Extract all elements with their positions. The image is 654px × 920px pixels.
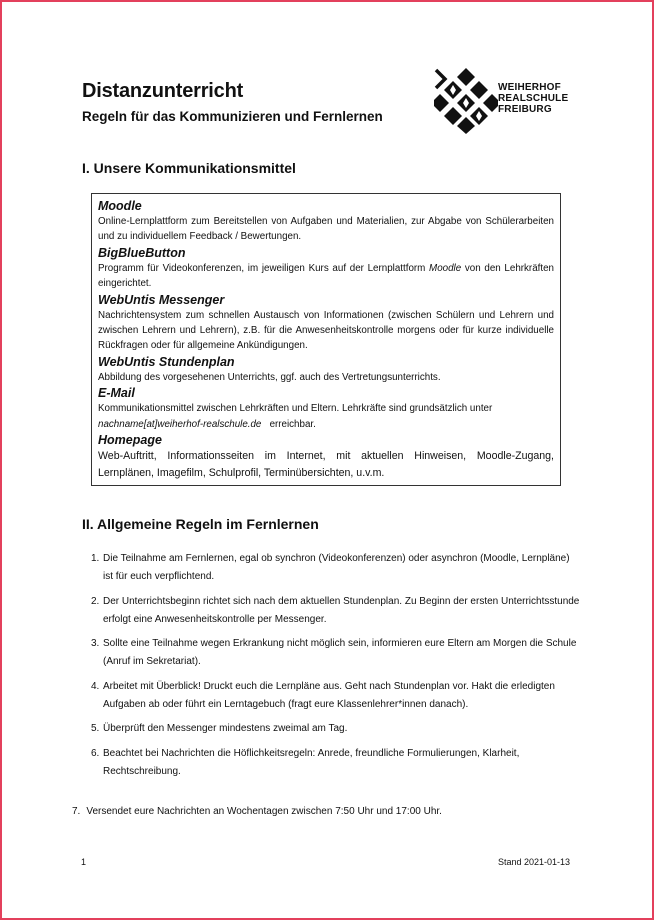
communication-tools-box (91, 193, 561, 486)
entry-title-webuntis-messenger: WebUntis Messenger (98, 292, 225, 307)
list-item: 7. Versendet eure Nachrichten an Wochentagen zwischen 7:50 Uhr und 17:00 Uhr. (72, 806, 442, 817)
logo-text (498, 82, 568, 115)
logo-line: FREIBURG (498, 104, 552, 115)
chevron-right-icon (434, 68, 448, 90)
list-item: 1. Die Teilnahme am Fernlernen, egal ob synchron (Videokonferenzen) oder asynchron (Moodle, Lernpläne) ist für euch verpflichtend. (91, 553, 570, 582)
entry-text-homepage: Web-Auftritt, Informationsseiten im Internet, mit aktuellen Hinweisen, Moodle-Zugang, Lernplänen, Imagefilm, Schulprofil, Terminübersichten, u.v.m. (98, 450, 554, 480)
entry-title-moodle: Moodle (98, 199, 142, 213)
entry-text-email: Kommunikationsmittel zwischen Lehrkräften und Eltern. Lehrkräfte sind grundsätzlich unter nachname[at]weiherhof-realschule.de erreichbar. (98, 403, 493, 430)
list-item: 6. Beachtet bei Nachrichten die Höflichkeitsregeln: Anrede, freundliche Formulierungen, Klarheit, Rechtschreibung. (91, 747, 520, 777)
rules-list (82, 550, 582, 787)
page-number: 1 (81, 857, 87, 867)
school-logo (434, 68, 579, 134)
logo-line: REALSCHULE (498, 93, 569, 104)
entry-text-moodle: Online-Lernplattform zum Bereitstellen von Aufgaben und Materialien, zur Abgabe von Schülerarbeiten und zu individuellem Feedback / Bewertungen. (98, 216, 554, 243)
section-heading-communication: I. Unsere Kommunikationsmittel (82, 160, 296, 176)
page-title: Distanzunterricht (82, 80, 244, 102)
entry-text-webuntis-messenger: Nachrichtensystem zum schnellen Austausch von Informationen (zwischen Schülern und Lehrern und zwischen Lehrern und Lehrern), z.B. für die Anwesenheitskontrolle morgens oder für kurze individuelle Rückfragen oder für allgemeine Ankündigungen. (98, 309, 554, 352)
list-item: 2. Der Unterrichtsbeginn richtet sich nach dem aktuellen Stundenplan. Zu Beginn der ersten Unterrichtsstunde erfolgt eine Anwesenheitskontrolle per Messenger. (91, 595, 580, 625)
section-heading-rules: II. Allgemeine Regeln im Fernlernen (82, 516, 319, 532)
entry-title-homepage: Homepage (98, 433, 162, 448)
entry-text-bigbluebutton: Programm für Videokonferenzen, im jeweiligen Kurs auf der Lernplattform Moodle von den Lehrkräften eingerichtet. (98, 262, 554, 290)
list-item: 4. Arbeitet mit Überblick! Druckt euch die Lernpläne aus. Geht nach Stundenplan vor. Hakt die erledigten Aufgaben ab oder führt ein Lerntagebuch (fragt eure Klassenlehrer*innen danach). (91, 680, 555, 710)
email-address: nachname[at]weiherhof-realschule.de (98, 418, 262, 430)
page-subtitle: Regeln für das Kommunizieren und Fernlernen (82, 109, 383, 124)
list-item: 5. Überprüft den Messenger mindestens zweimal am Tag. (91, 723, 348, 734)
logo-line: WEIHERHOF (498, 82, 561, 93)
entry-title-email: E-Mail (98, 386, 135, 401)
entry-title-webuntis-stundenplan: WebUntis Stundenplan (98, 354, 235, 369)
stand-date: Stand 2021-01-13 (498, 857, 571, 867)
entry-text-webuntis-stundenplan: Abbildung des vorgesehenen Unterrichts, ggf. auch des Vertretungsunterrichts. (98, 371, 441, 383)
list-item: 3. Sollte eine Teilnahme wegen Erkrankung nicht möglich sein, informieren eure Eltern am Morgen die Schule (Anruf im Sekretariat). (91, 638, 577, 667)
entry-title-bigbluebutton: BigBlueButton (98, 245, 186, 260)
